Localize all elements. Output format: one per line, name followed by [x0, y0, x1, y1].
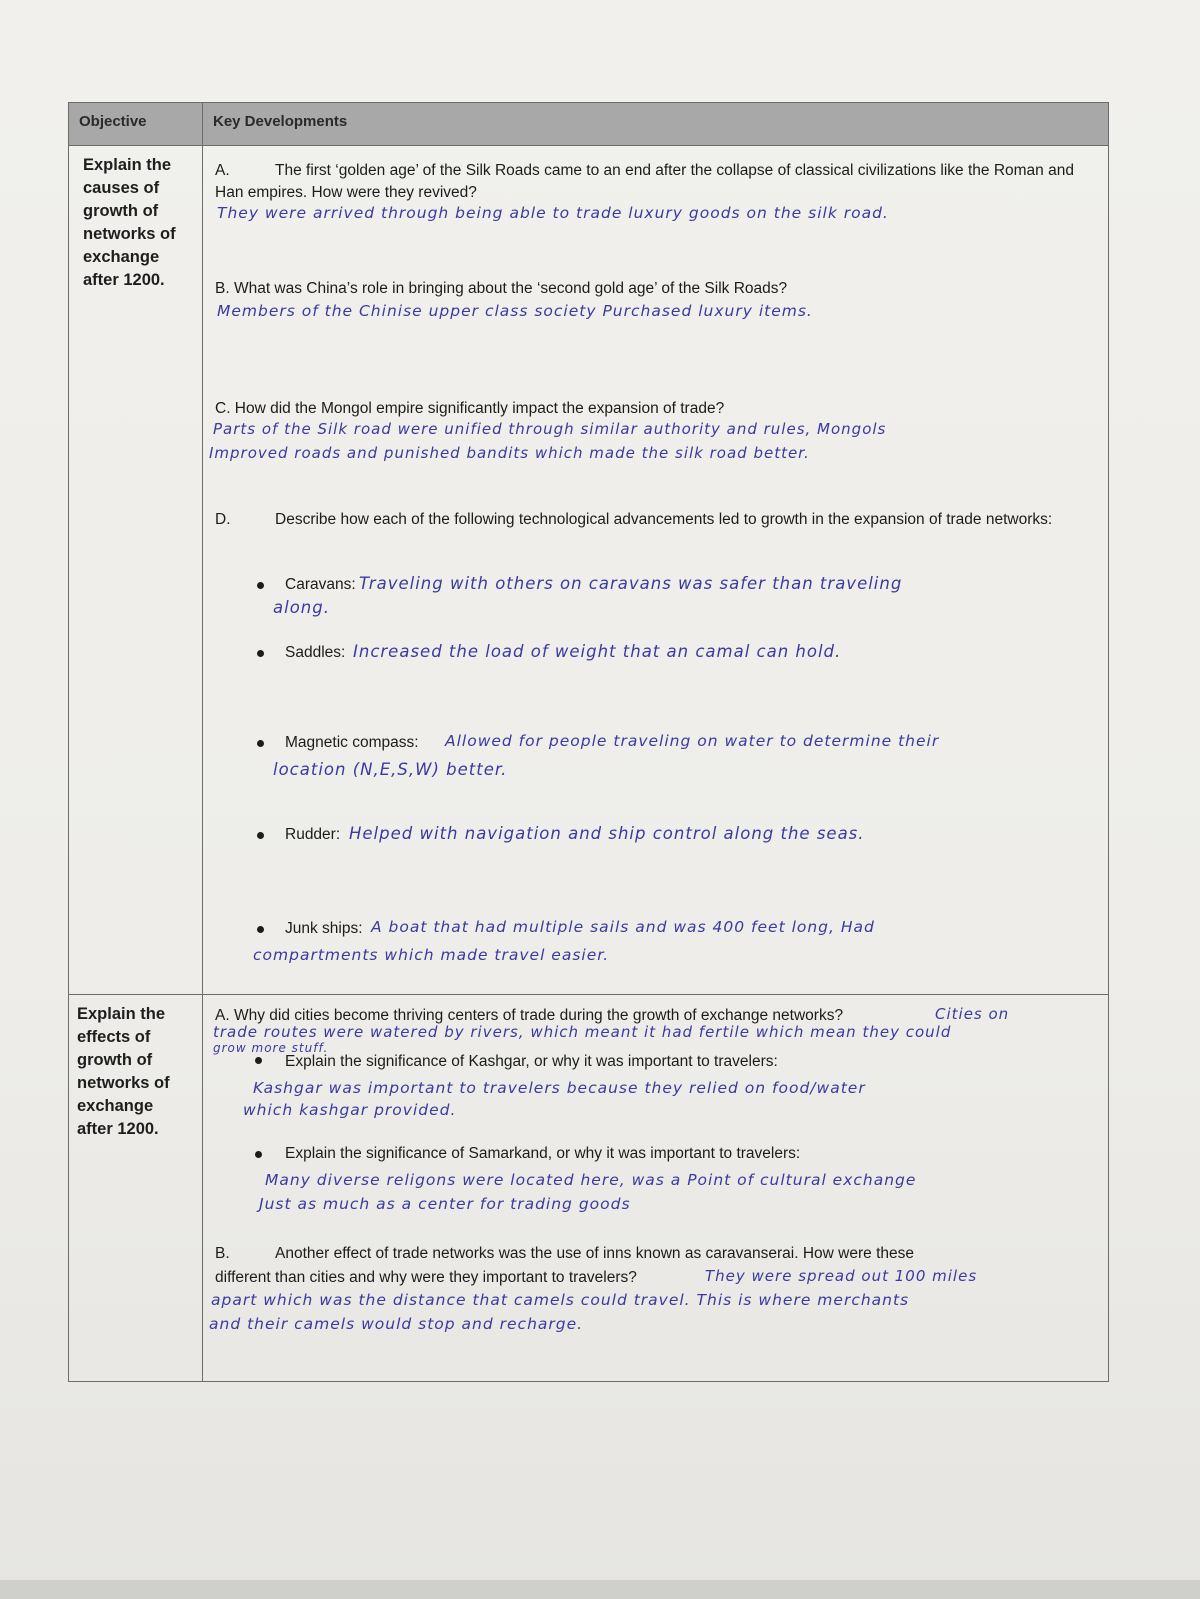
junk-ships-answer-line-2: compartments which made travel easier.: [253, 946, 610, 964]
header-row: [69, 103, 1109, 146]
answer-c-line-1: Parts of the Silk road were unified through similar authority and rules, Mongols: [213, 420, 887, 438]
key-developments-header: Key Developments: [203, 103, 1109, 146]
samarkand-answer-line-1: Many diverse religons were located here, was a Point of cultural exchange: [265, 1171, 917, 1189]
causes-key-developments-cell: [203, 146, 1109, 995]
objective-causes-text: Explain the causes of growth of networks of exchange after 1200.: [83, 156, 176, 289]
question-b: B. What was China’s role in bringing about the ‘second gold age’ of the Silk Roads?: [215, 280, 788, 297]
answer-2a-line-2: trade routes were watered by rivers, which meant it had fertile which mean they could: [213, 1023, 952, 1041]
junk-ships-bullet: [257, 926, 264, 933]
answer-2a-line-1: Cities on: [935, 1005, 1010, 1023]
question-2a: A. Why did cities become thriving centers of trade during the growth of exchange networks?: [215, 1007, 844, 1024]
objective-header: Objective: [69, 103, 203, 146]
worksheet-table: [68, 102, 1109, 1382]
answer-2a-line-3: grow more stuff.: [213, 1041, 329, 1055]
samarkand-answer-line-2: Just as much as a center for trading goods: [259, 1195, 631, 1213]
effects-row: [69, 995, 1109, 1382]
caravans-answer-line-2: along.: [273, 598, 330, 617]
answer-2b-line-3: and their camels would stop and recharge.: [209, 1315, 584, 1333]
question-c: C. How did the Mongol empire significantly impact the expansion of trade?: [215, 400, 725, 417]
kashgar-answer-line-1: Kashgar was important to travelers because they relied on food/water: [253, 1079, 866, 1097]
kashgar-answer-line-2: which kashgar provided.: [243, 1101, 457, 1119]
compass-answer-line-2: location (N,E,S,W) better.: [273, 760, 508, 779]
saddles-bullet: [257, 650, 264, 657]
rudder-bullet: [257, 832, 264, 839]
rudder-label: Rudder:: [285, 826, 341, 843]
effects-key-developments-cell: [203, 995, 1109, 1382]
objective-effects-text: Explain the effects of growth of networks of exchange after 1200.: [77, 1005, 170, 1138]
junk-ships-label: Junk ships:: [285, 920, 363, 937]
objective-effects-cell: [69, 995, 203, 1382]
saddles-label: Saddles:: [285, 644, 346, 661]
kashgar-label: Explain the significance of Kashgar, or why it was important to travelers:: [285, 1053, 778, 1070]
kashgar-bullet: [255, 1057, 262, 1064]
answer-c-line-2: Improved roads and punished bandits which made the silk road better.: [209, 444, 810, 462]
compass-label: Magnetic compass:: [285, 734, 419, 751]
compass-answer-line-1: Allowed for people traveling on water to determine their: [445, 732, 940, 750]
rudder-answer: Helped with navigation and ship control along the seas.: [349, 824, 865, 843]
question-2b-line-1: B. Another effect of trade networks was the use of inns known as caravanserai. How were these: [215, 1245, 914, 1262]
answer-a: They were arrived through being able to trade luxury goods on the silk road.: [217, 204, 889, 222]
answer-b: Members of the Chinise upper class society Purchased luxury items.: [217, 302, 813, 320]
caravans-answer-line-1: Traveling with others on caravans was safer than traveling: [359, 574, 903, 593]
saddles-answer: Increased the load of weight that an camal can hold.: [353, 642, 842, 661]
objective-causes-cell: [69, 146, 203, 995]
compass-bullet: [257, 740, 264, 747]
question-a: A. The first ‘golden age’ of the Silk Roads came to an end after the collapse of classical civilizations like the Roman and Han empires. How were they revived?: [215, 162, 1074, 201]
caravans-bullet: [257, 582, 264, 589]
samarkand-bullet: [255, 1151, 262, 1158]
answer-2b-line-2: apart which was the distance that camels could travel. This is where merchants: [211, 1291, 910, 1309]
causes-row: [69, 146, 1109, 995]
junk-ships-answer-line-1: A boat that had multiple sails and was 400 feet long, Had: [371, 918, 875, 936]
answer-2b-line-1: They were spread out 100 miles: [705, 1267, 978, 1285]
question-d: D. Describe how each of the following technological advancements led to growth in the expansion of trade networks:: [215, 511, 1053, 528]
page-bottom-edge: [0, 1580, 1200, 1599]
caravans-label: Caravans:: [285, 576, 356, 593]
question-2b-line-2: different than cities and why were they important to travelers?: [215, 1269, 637, 1286]
samarkand-label: Explain the significance of Samarkand, or why it was important to travelers:: [285, 1145, 801, 1162]
